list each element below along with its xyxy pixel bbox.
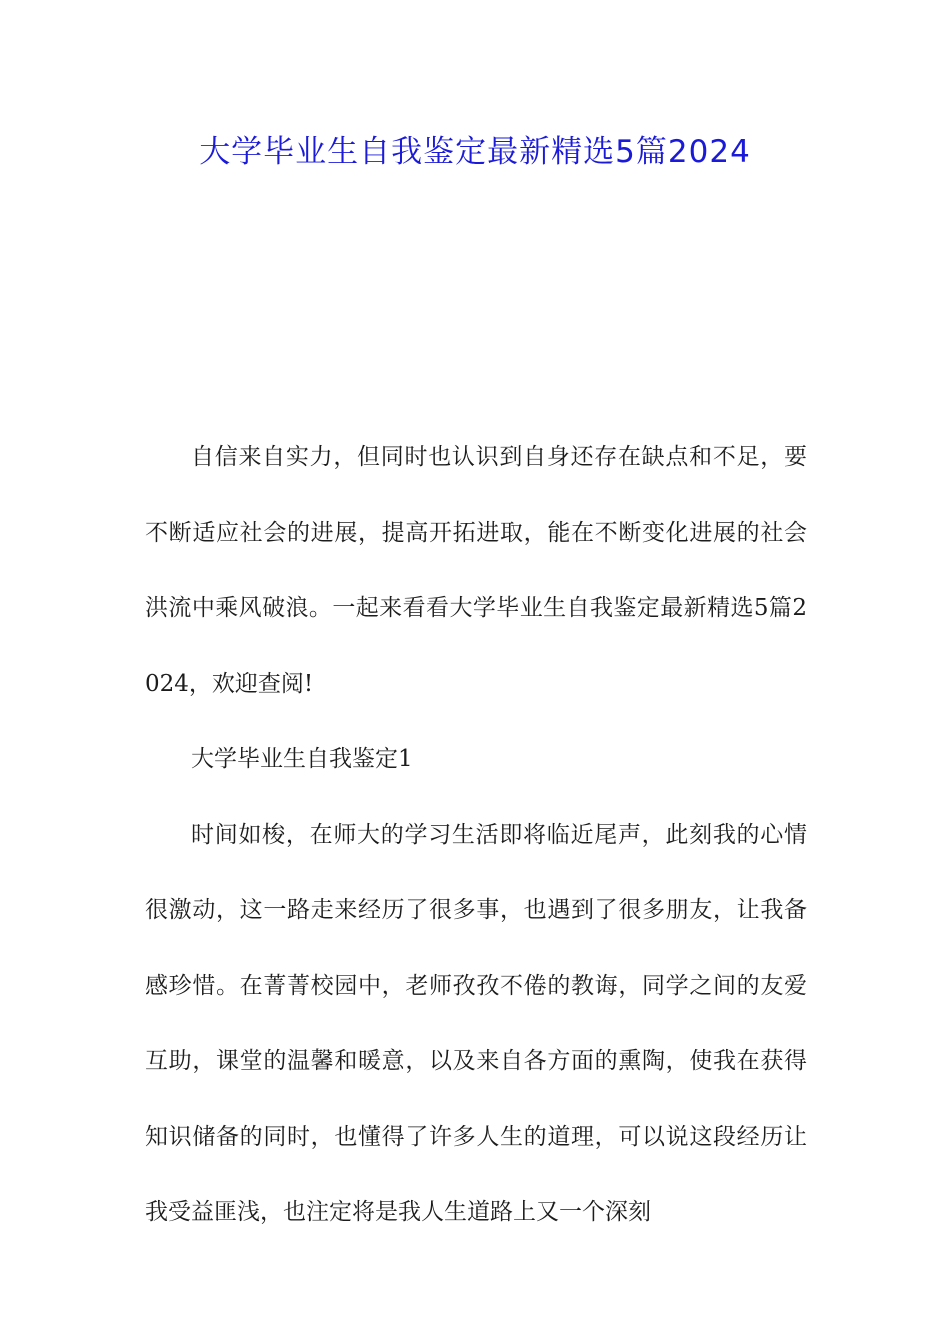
section-heading: 大学毕业生自我鉴定1 [191,746,413,772]
document-title: 大学毕业生自我鉴定最新精选5篇2024 [199,134,751,170]
document-body [145,420,807,1251]
intro-paragraph: 自信来自实力，但同时也认识到自身还存在缺点和不足，要不断适应社会的进展，提高开拓进取，能在不断变化进展的社会洪流中乘风破浪。一起来看看大学毕业生自我鉴定最新精选5篇2024，欢迎查阅! [145,444,807,697]
body-paragraph: 时间如梭，在师大的学习生活即将临近尾声，此刻我的心情很激动，这一路走来经历了很多事，也遇到了很多朋友，让我备感珍惜。在菁菁校园中，老师孜孜不倦的教诲，同学之间的友爱互助，课堂的温馨和暖意，以及来自各方面的熏陶，使我在获得知识储备的同时，也懂得了许多人生的道理，可以说这段经历让我受益匪浅，也注定将是我人生道路上又一个深刻 [145,821,807,1225]
